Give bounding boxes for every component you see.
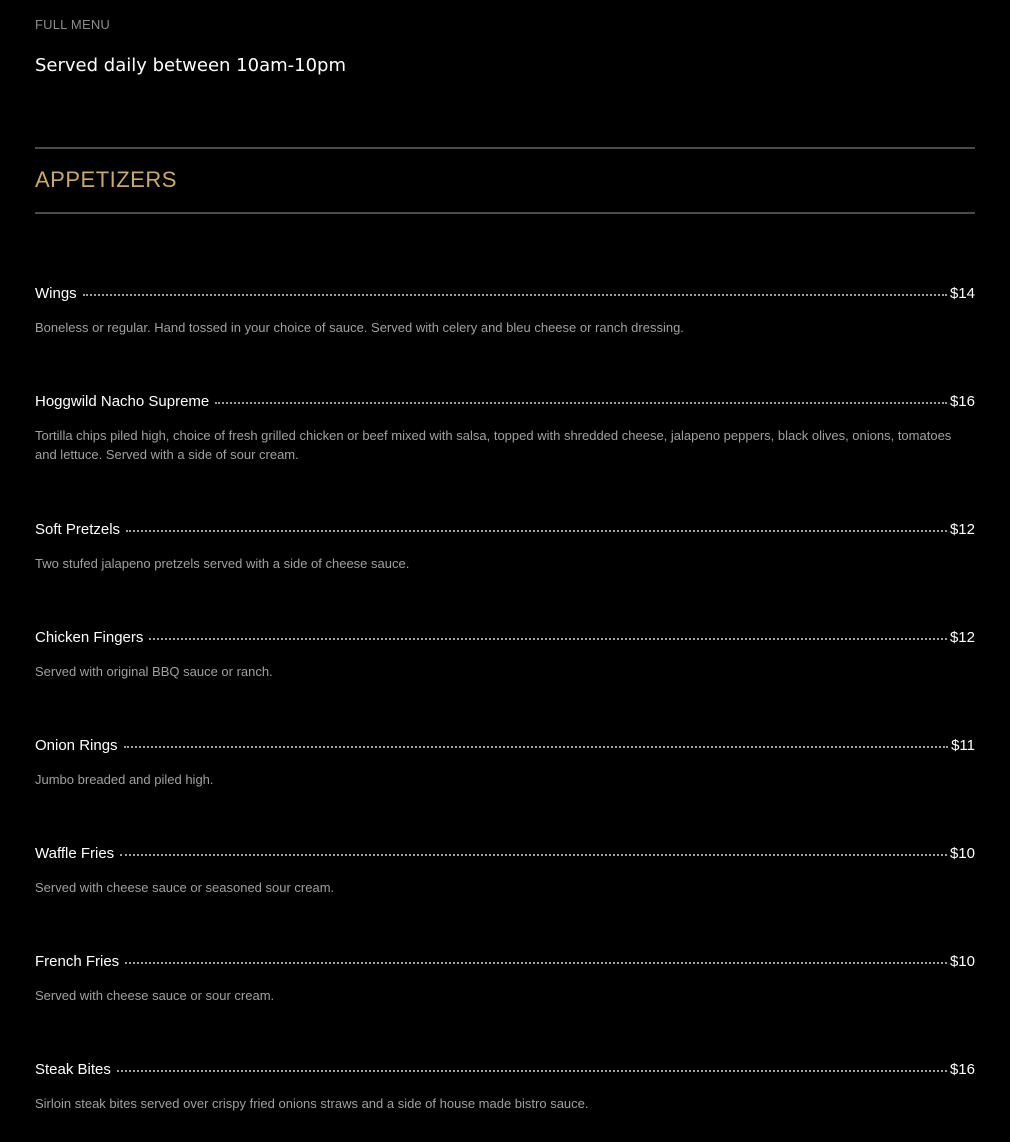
- menu-hours: Served daily between 10am-10pm: [35, 55, 346, 76]
- menu-item-waffle-fries: [35, 845, 975, 897]
- menu-item-header: [35, 845, 975, 865]
- menu-item-price: $16: [949, 1061, 975, 1078]
- menu-item-name: Hoggwild Nacho Supreme: [35, 393, 210, 410]
- dot-leader: [215, 401, 947, 404]
- menu-item-description: Tortilla chips piled high, choice of fresh grilled chicken or beef mixed with salsa, topped with shredded cheese, jalapeno peppers, black olives, onions, tomatoes and lettuce. Served with a side of sour cream.: [35, 428, 952, 462]
- dot-leader: [126, 529, 947, 532]
- menu-item-french-fries: [35, 953, 975, 1005]
- dot-leader: [125, 961, 947, 964]
- dot-leader: [149, 637, 947, 640]
- menu-item-chicken-fingers: [35, 629, 975, 681]
- dot-leader: [120, 853, 947, 856]
- menu-item-name: Waffle Fries: [35, 845, 115, 862]
- menu-item-description: Served with original BBQ sauce or ranch.: [35, 664, 273, 679]
- menu-item-name: Onion Rings: [35, 737, 118, 754]
- menu-item-price: $12: [949, 629, 975, 646]
- menu-item-price: $16: [949, 393, 975, 410]
- dot-leader: [124, 745, 949, 748]
- menu-item-header: [35, 285, 975, 305]
- menu-item-header: [35, 393, 975, 413]
- menu-item-header: [35, 521, 975, 541]
- menu-item-header: [35, 953, 975, 973]
- menu-item-price: $14: [949, 285, 975, 302]
- menu-item-header: [35, 1061, 975, 1081]
- menu-item-price: $10: [949, 953, 975, 970]
- dot-leader: [83, 293, 947, 296]
- menu-item-steak-bites: [35, 1061, 975, 1113]
- menu-item-price: $10: [949, 845, 975, 862]
- menu-item-name: French Fries: [35, 953, 120, 970]
- menu-item-price: $11: [951, 737, 975, 754]
- menu-item-name: Chicken Fingers: [35, 629, 144, 646]
- menu-eyebrow: FULL MENU: [35, 17, 110, 32]
- menu-item-price: $12: [949, 521, 975, 538]
- menu-item-wings: [35, 285, 975, 337]
- dot-leader: [117, 1069, 947, 1072]
- menu-item-onion-rings: [35, 737, 975, 789]
- section-title: APPETIZERS: [35, 167, 177, 192]
- menu-item-header: [35, 737, 975, 757]
- section-divider-top: [35, 147, 975, 149]
- menu-item-description: Two stufed jalapeno pretzels served with a side of cheese sauce.: [35, 556, 410, 571]
- menu-item-hoggwild-nacho-supreme: [35, 393, 975, 464]
- menu-item-description: Jumbo breaded and piled high.: [35, 772, 214, 787]
- menu-item-name: Soft Pretzels: [35, 521, 121, 538]
- menu-item-header: [35, 629, 975, 649]
- menu-item-soft-pretzels: [35, 521, 975, 573]
- menu-item-name: Wings: [35, 285, 77, 302]
- menu-item-description: Boneless or regular. Hand tossed in your choice of sauce. Served with celery and bleu cheese or ranch dressing.: [35, 320, 684, 335]
- section-divider-bottom: [35, 212, 975, 214]
- menu-item-description: Sirloin steak bites served over crispy fried onions straws and a side of house made bistro sauce.: [35, 1096, 589, 1111]
- menu-item-description: Served with cheese sauce or sour cream.: [35, 988, 275, 1003]
- menu-item-description: Served with cheese sauce or seasoned sour cream.: [35, 880, 335, 895]
- menu-item-name: Steak Bites: [35, 1061, 111, 1078]
